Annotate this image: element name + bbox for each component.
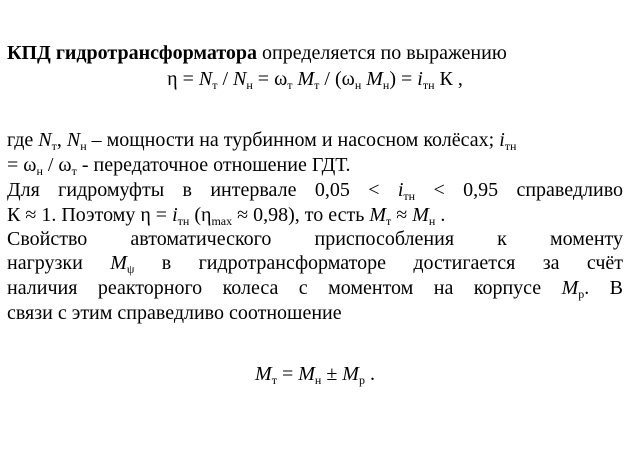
p3-l2b: в гидротрансформаторе достигается за счёт [134, 252, 624, 274]
para3-line1 [7, 227, 623, 251]
p3-l3b: . В [584, 277, 623, 299]
p2-i: i [397, 179, 404, 201]
p3-l3a: наличия реакторного колеса с моментом на корпусе [7, 277, 562, 299]
p2-eta: (η [189, 204, 212, 226]
title-bold: КПД гидротрансформатора [7, 42, 258, 64]
p2-i2: i [172, 204, 178, 226]
f1-nt: N [198, 68, 213, 90]
f2-mp: M [342, 363, 359, 385]
p1-omega-t: / ω [42, 154, 72, 176]
f1-omega-n-sub: н [354, 78, 362, 92]
f1-mt-sub: т [314, 78, 320, 92]
p2-i-sub: тн [403, 189, 416, 203]
title-line [7, 41, 507, 65]
f2-mn: M [298, 363, 315, 385]
torque-formula [0, 362, 630, 386]
p1-nn-sub: н [80, 139, 87, 153]
para3-line2 [7, 251, 623, 275]
f1-mt: M [292, 68, 315, 90]
p1-omega-n-sub: н [36, 164, 43, 178]
f1-div1: / [217, 68, 234, 90]
p2-text-c: ≈ 0,98), то есть [232, 204, 370, 226]
p2-mt-sub: т [386, 214, 392, 228]
p2-eta-max-sub: max [211, 214, 233, 228]
p1-i: i [499, 129, 505, 151]
f1-omega-n: / (ω [319, 68, 355, 90]
para3-line4 [7, 301, 342, 325]
p2-dot: . [435, 204, 446, 226]
p2-mt: M [369, 204, 387, 226]
p1-i-sub: тн [504, 139, 517, 153]
para2-line2 [7, 203, 445, 227]
f1-nt-sub: т [212, 78, 218, 92]
para1-line2 [7, 153, 351, 177]
f1-k: К , [434, 68, 463, 90]
p2-k: К ≈ 1. Поэтому η = [7, 204, 173, 226]
f1-nn: N [233, 68, 247, 90]
p2-text-b: < 0,95 справедливо [415, 179, 624, 201]
f2-mt: M [255, 363, 272, 385]
f1-eta: η = [167, 68, 199, 90]
f2-dot: . [364, 363, 375, 385]
p1-desc: – мощности на турбинном и насосном колёсах; [86, 129, 500, 151]
f1-i: i [417, 68, 423, 90]
p3-mp: M [561, 277, 579, 299]
p1-nt: N [38, 129, 52, 151]
f2-mn-sub: н [314, 373, 322, 387]
para3-line3 [7, 276, 623, 300]
f2-mt-sub: т [271, 373, 277, 387]
p1-omega-n: = ω [7, 154, 37, 176]
f1-omega-t-sub: т [287, 78, 293, 92]
f1-nn-sub: н [246, 78, 253, 92]
f1-mn: M [361, 68, 383, 90]
f2-pm: ± [321, 363, 343, 385]
title-rest: определяется по выражению [257, 42, 507, 64]
p2-mn-sub: н [428, 214, 436, 228]
f1-omega-t: = ω [252, 68, 288, 90]
p3-mpsi-sub: ψ [126, 262, 135, 276]
p1-nt-sub: т [51, 139, 57, 153]
para1-line1 [7, 128, 516, 152]
p3-l1: Свойство автоматического приспособления к моменту [7, 228, 623, 250]
p3-mpsi: M [110, 252, 127, 274]
f2-mp-sub: р [358, 373, 365, 387]
p1-ratio-desc: - передаточное отношение ГДТ. [76, 154, 351, 176]
efficiency-formula [0, 67, 630, 91]
f1-eq: ) = [389, 68, 418, 90]
f1-mn-sub: н [382, 78, 390, 92]
f1-i-sub: тн [422, 78, 435, 92]
p2-i2-sub: тн [177, 214, 190, 228]
p1-text: где [7, 129, 39, 151]
p1-comma: , [56, 129, 67, 151]
p1-omega-t-sub: т [71, 164, 77, 178]
para2-line1 [7, 178, 623, 202]
p2-approx: ≈ [391, 204, 413, 226]
p3-mp-sub: р [578, 287, 585, 301]
p1-nn: N [66, 129, 81, 151]
p3-l4: связи с этим справедливо соотношение [7, 302, 342, 324]
p3-l2a: нагрузки [7, 252, 111, 274]
p2-text-a: Для гидромуфты в интервале 0,05 < [7, 179, 398, 201]
p2-mn: M [412, 204, 429, 226]
f2-eq: = [276, 363, 299, 385]
